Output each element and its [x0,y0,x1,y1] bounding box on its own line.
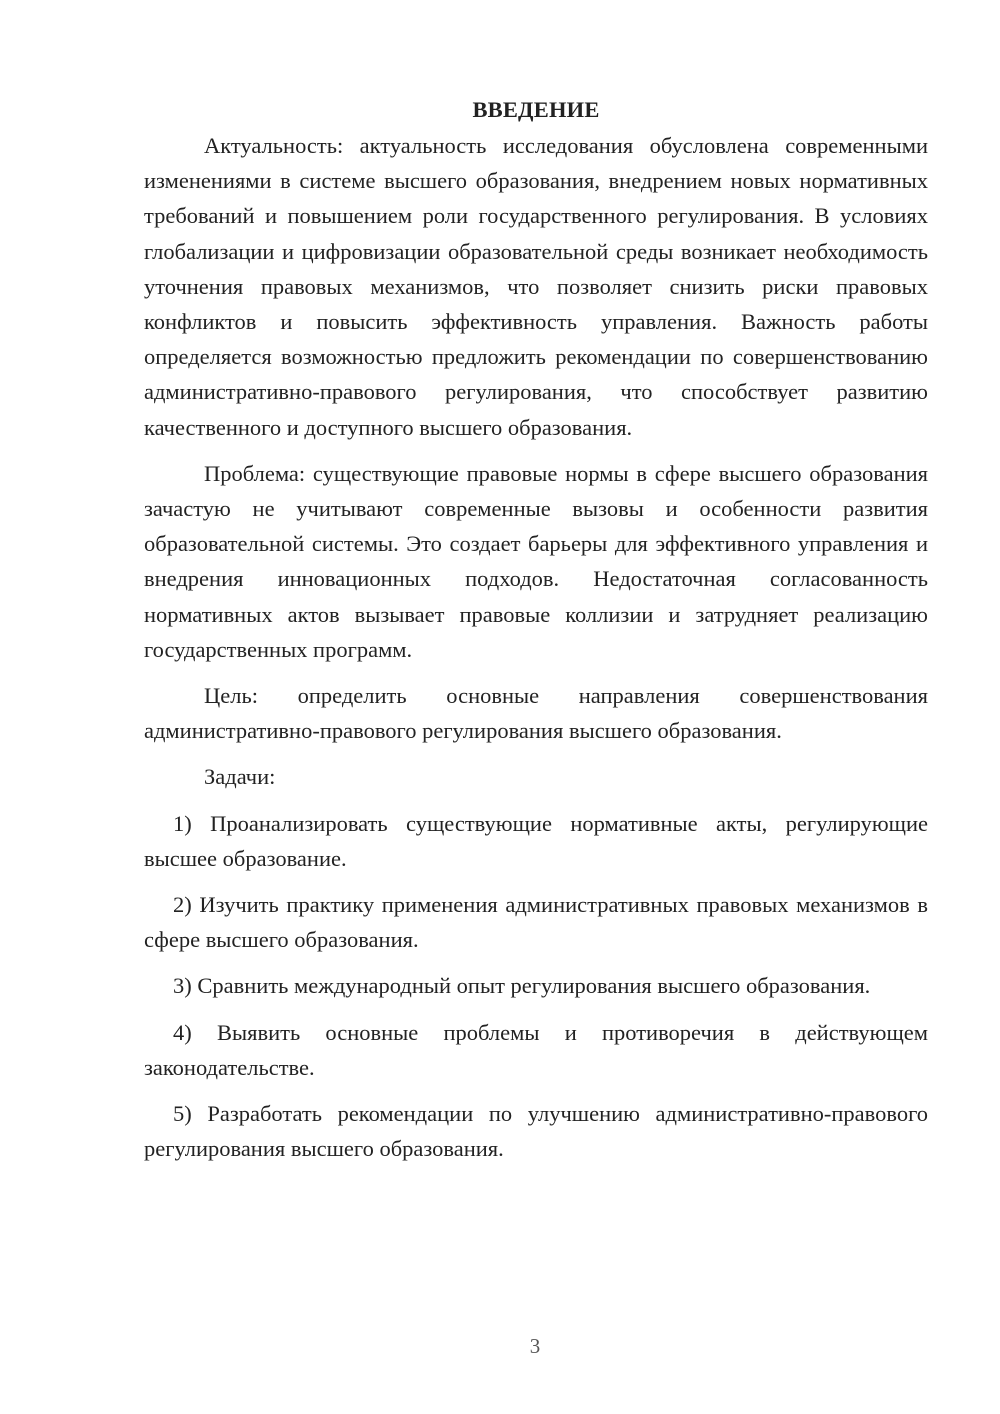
task-number: 1) [173,810,192,836]
task-item-4 [144,1015,928,1085]
page-number: 3 [529,1334,541,1358]
task-number: 4) [173,1019,192,1045]
task-item-5 [144,1096,928,1166]
task-text: Разработать рекомендации по улучшению административно-правового регулирования высшего образования. [144,1101,929,1162]
problem-paragraph: Проблема: существующие правовые нормы в сфере высшего образования зачастую не учитывают современные вызовы и особенности развития образовательной системы. Это создает барьеры для эффективного управления и внедрения инновационных подходов. Недостаточная согласованность нормативных актов вызывает правовые коллизии и затрудняет реализацию государственных программ. [144,460,928,662]
task-text: Сравнить международный опыт регулирования высшего образования. [197,973,871,999]
page-title: ВВЕДЕНИЕ [472,97,600,122]
task-list [144,806,928,1167]
task-item-2 [144,887,928,957]
task-item-1 [144,806,928,876]
task-item-3 [144,968,928,1003]
document-page [144,92,928,1166]
task-number: 5) [173,1101,192,1127]
goal-paragraph: Цель: определить основные направления совершенствования административно-правового регулирования высшего образования. [144,683,928,744]
tasks-label: Задачи: [204,764,276,790]
task-text: Выявить основные проблемы и противоречия в действующем законодательстве. [144,1019,928,1080]
relevance-paragraph: Актуальность: актуальность исследования обусловлена современными изменениями в системе высшего образования, внедрением новых нормативных требований и повышением роли государственного регулирования. В условиях глобализации и цифровизации образовательной среды возникает необходимость уточнения правовых механизмов, что позволяет снизить риски правовых конфликтов и повысить эффективность управления. Важность работы определяется возможностью предложить рекомендации по совершенствованию административно-правового регулирования, что способствует развитию качественного и доступного высшего образования. [144,133,928,440]
task-text: Проанализировать существующие нормативные акты, регулирующие высшее образование. [144,810,929,871]
task-number: 3) [173,973,192,999]
task-text: Изучить практику применения административных правовых механизмов в сфере высшего образования. [144,892,929,953]
task-number: 2) [173,892,192,918]
